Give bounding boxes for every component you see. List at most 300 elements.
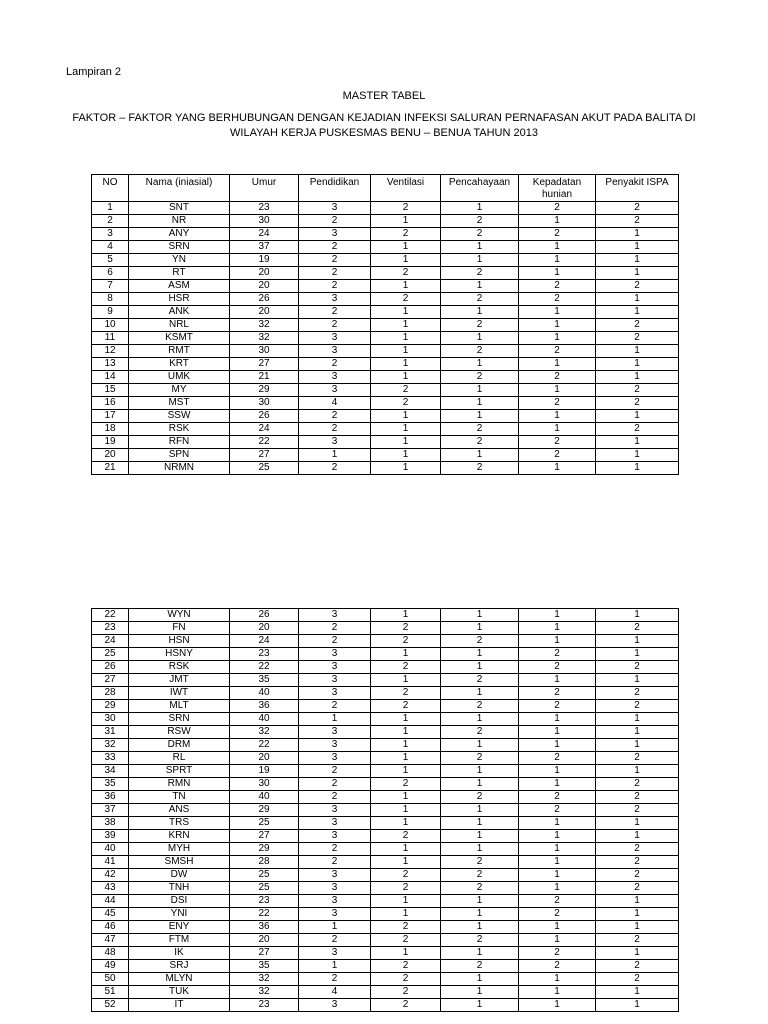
cell-nama: DW [129, 869, 230, 882]
cell-pendidikan: 3 [299, 947, 371, 960]
cell-umur: 30 [230, 778, 299, 791]
cell-pencahayaan: 2 [441, 267, 519, 280]
cell-ventilasi: 2 [371, 869, 441, 882]
cell-umur: 20 [230, 280, 299, 293]
cell-nama: RL [129, 752, 230, 765]
cell-penyakit-ispa: 2 [596, 622, 679, 635]
table-row [92, 306, 679, 319]
table-row [92, 817, 679, 830]
cell-penyakit-ispa: 2 [596, 280, 679, 293]
cell-nama: KSMT [129, 332, 230, 345]
cell-kepadatan-hunian: 1 [519, 332, 596, 345]
cell-penyakit-ispa: 2 [596, 700, 679, 713]
cell-kepadatan-hunian: 1 [519, 319, 596, 332]
table-row [92, 241, 679, 254]
cell-no: 13 [92, 358, 129, 371]
cell-no: 30 [92, 713, 129, 726]
cell-nama: YNI [129, 908, 230, 921]
cell-ventilasi: 2 [371, 882, 441, 895]
cell-ventilasi: 2 [371, 622, 441, 635]
cell-kepadatan-hunian: 2 [519, 687, 596, 700]
cell-no: 14 [92, 371, 129, 384]
cell-penyakit-ispa: 1 [596, 908, 679, 921]
cell-kepadatan-hunian: 2 [519, 648, 596, 661]
cell-penyakit-ispa: 1 [596, 713, 679, 726]
cell-nama: RT [129, 267, 230, 280]
appendix-label: Lampiran 2 [66, 66, 122, 78]
cell-umur: 35 [230, 674, 299, 687]
cell-kepadatan-hunian: 2 [519, 908, 596, 921]
table-row [92, 830, 679, 843]
cell-umur: 30 [230, 345, 299, 358]
cell-pencahayaan: 2 [441, 423, 519, 436]
cell-umur: 32 [230, 319, 299, 332]
cell-penyakit-ispa: 1 [596, 293, 679, 306]
cell-ventilasi: 1 [371, 739, 441, 752]
cell-umur: 29 [230, 843, 299, 856]
cell-ventilasi: 2 [371, 661, 441, 674]
cell-nama: UMK [129, 371, 230, 384]
cell-penyakit-ispa: 2 [596, 661, 679, 674]
cell-no: 39 [92, 830, 129, 843]
cell-ventilasi: 2 [371, 960, 441, 973]
cell-pencahayaan: 1 [441, 609, 519, 622]
table-row [92, 843, 679, 856]
cell-pendidikan: 2 [299, 410, 371, 423]
cell-ventilasi: 1 [371, 843, 441, 856]
cell-pencahayaan: 1 [441, 202, 519, 215]
cell-umur: 25 [230, 817, 299, 830]
cell-kepadatan-hunian: 1 [519, 817, 596, 830]
cell-umur: 35 [230, 960, 299, 973]
cell-kepadatan-hunian: 2 [519, 228, 596, 241]
cell-kepadatan-hunian: 2 [519, 397, 596, 410]
cell-pencahayaan: 2 [441, 700, 519, 713]
cell-no: 23 [92, 622, 129, 635]
cell-no: 38 [92, 817, 129, 830]
cell-ventilasi: 1 [371, 765, 441, 778]
cell-kepadatan-hunian: 1 [519, 674, 596, 687]
cell-ventilasi: 1 [371, 609, 441, 622]
cell-nama: SRN [129, 241, 230, 254]
table-row [92, 765, 679, 778]
cell-kepadatan-hunian: 2 [519, 280, 596, 293]
cell-umur: 24 [230, 228, 299, 241]
cell-ventilasi: 2 [371, 934, 441, 947]
cell-penyakit-ispa: 2 [596, 687, 679, 700]
cell-umur: 25 [230, 462, 299, 475]
cell-no: 21 [92, 462, 129, 475]
cell-kepadatan-hunian: 2 [519, 947, 596, 960]
cell-penyakit-ispa: 1 [596, 345, 679, 358]
cell-penyakit-ispa: 1 [596, 999, 679, 1012]
cell-pendidikan: 3 [299, 228, 371, 241]
cell-no: 2 [92, 215, 129, 228]
cell-kepadatan-hunian: 1 [519, 765, 596, 778]
cell-kepadatan-hunian: 1 [519, 869, 596, 882]
cell-ventilasi: 1 [371, 254, 441, 267]
cell-kepadatan-hunian: 2 [519, 449, 596, 462]
cell-pendidikan: 2 [299, 358, 371, 371]
cell-penyakit-ispa: 2 [596, 423, 679, 436]
cell-umur: 20 [230, 752, 299, 765]
cell-pencahayaan: 2 [441, 319, 519, 332]
cell-penyakit-ispa: 1 [596, 449, 679, 462]
cell-umur: 24 [230, 423, 299, 436]
cell-nama: SRN [129, 713, 230, 726]
cell-no: 45 [92, 908, 129, 921]
cell-kepadatan-hunian: 2 [519, 791, 596, 804]
table-row [92, 371, 679, 384]
cell-penyakit-ispa: 2 [596, 778, 679, 791]
cell-pencahayaan: 2 [441, 726, 519, 739]
table-row [92, 895, 679, 908]
column-header-no: NO [92, 175, 129, 202]
cell-penyakit-ispa: 1 [596, 921, 679, 934]
cell-pencahayaan: 2 [441, 960, 519, 973]
cell-pencahayaan: 2 [441, 293, 519, 306]
cell-umur: 22 [230, 436, 299, 449]
cell-kepadatan-hunian: 2 [519, 661, 596, 674]
table-row [92, 436, 679, 449]
cell-pencahayaan: 2 [441, 752, 519, 765]
table-row [92, 934, 679, 947]
cell-kepadatan-hunian: 2 [519, 293, 596, 306]
cell-nama: MY [129, 384, 230, 397]
cell-pendidikan: 3 [299, 999, 371, 1012]
cell-ventilasi: 2 [371, 999, 441, 1012]
cell-pencahayaan: 2 [441, 462, 519, 475]
cell-no: 12 [92, 345, 129, 358]
cell-penyakit-ispa: 2 [596, 843, 679, 856]
cell-pencahayaan: 1 [441, 713, 519, 726]
cell-no: 10 [92, 319, 129, 332]
cell-nama: DSI [129, 895, 230, 908]
cell-umur: 27 [230, 947, 299, 960]
master-table-heading: MASTER TABEL [342, 90, 426, 102]
cell-ventilasi: 2 [371, 830, 441, 843]
cell-pencahayaan: 1 [441, 332, 519, 345]
table-row [92, 674, 679, 687]
cell-penyakit-ispa: 1 [596, 254, 679, 267]
cell-pencahayaan: 1 [441, 778, 519, 791]
cell-nama: ANK [129, 306, 230, 319]
cell-umur: 24 [230, 635, 299, 648]
cell-no: 51 [92, 986, 129, 999]
cell-kepadatan-hunian: 1 [519, 986, 596, 999]
cell-nama: SSW [129, 410, 230, 423]
cell-pendidikan: 2 [299, 778, 371, 791]
cell-no: 33 [92, 752, 129, 765]
cell-pencahayaan: 2 [441, 228, 519, 241]
cell-penyakit-ispa: 2 [596, 856, 679, 869]
cell-ventilasi: 1 [371, 358, 441, 371]
cell-ventilasi: 2 [371, 202, 441, 215]
cell-kepadatan-hunian: 1 [519, 241, 596, 254]
table-row [92, 410, 679, 423]
cell-umur: 20 [230, 622, 299, 635]
cell-pendidikan: 2 [299, 700, 371, 713]
cell-penyakit-ispa: 2 [596, 882, 679, 895]
cell-penyakit-ispa: 2 [596, 973, 679, 986]
cell-no: 3 [92, 228, 129, 241]
column-header-ventilasi: Ventilasi [371, 175, 441, 202]
cell-pendidikan: 2 [299, 254, 371, 267]
cell-no: 17 [92, 410, 129, 423]
cell-kepadatan-hunian: 1 [519, 856, 596, 869]
cell-pendidikan: 3 [299, 804, 371, 817]
cell-pencahayaan: 2 [441, 674, 519, 687]
cell-kepadatan-hunian: 1 [519, 921, 596, 934]
cell-nama: FTM [129, 934, 230, 947]
cell-ventilasi: 1 [371, 345, 441, 358]
cell-penyakit-ispa: 1 [596, 817, 679, 830]
cell-pendidikan: 3 [299, 752, 371, 765]
cell-umur: 19 [230, 765, 299, 778]
cell-pendidikan: 3 [299, 830, 371, 843]
cell-pendidikan: 3 [299, 345, 371, 358]
cell-pencahayaan: 1 [441, 739, 519, 752]
cell-umur: 22 [230, 661, 299, 674]
table-header [92, 175, 679, 202]
cell-no: 7 [92, 280, 129, 293]
cell-penyakit-ispa: 1 [596, 358, 679, 371]
cell-kepadatan-hunian: 1 [519, 843, 596, 856]
cell-penyakit-ispa: 1 [596, 436, 679, 449]
cell-ventilasi: 1 [371, 423, 441, 436]
cell-penyakit-ispa: 2 [596, 752, 679, 765]
cell-pencahayaan: 1 [441, 241, 519, 254]
cell-pencahayaan: 1 [441, 843, 519, 856]
cell-pencahayaan: 1 [441, 921, 519, 934]
cell-no: 43 [92, 882, 129, 895]
cell-penyakit-ispa: 1 [596, 371, 679, 384]
cell-no: 9 [92, 306, 129, 319]
table-row [92, 726, 679, 739]
cell-pencahayaan: 1 [441, 661, 519, 674]
cell-umur: 28 [230, 856, 299, 869]
cell-pencahayaan: 1 [441, 817, 519, 830]
cell-kepadatan-hunian: 1 [519, 622, 596, 635]
cell-penyakit-ispa: 1 [596, 228, 679, 241]
cell-pendidikan: 2 [299, 635, 371, 648]
cell-penyakit-ispa: 1 [596, 410, 679, 423]
cell-kepadatan-hunian: 1 [519, 423, 596, 436]
title-line-2: WILAYAH KERJA PUSKESMAS BENU – BENUA TAHUN 2013 [230, 127, 538, 139]
cell-nama: KRT [129, 358, 230, 371]
cell-pendidikan: 1 [299, 960, 371, 973]
cell-ventilasi: 1 [371, 449, 441, 462]
cell-nama: IK [129, 947, 230, 960]
cell-no: 37 [92, 804, 129, 817]
cell-penyakit-ispa: 2 [596, 397, 679, 410]
cell-no: 52 [92, 999, 129, 1012]
cell-pendidikan: 2 [299, 215, 371, 228]
cell-nama: RMT [129, 345, 230, 358]
cell-no: 8 [92, 293, 129, 306]
cell-pendidikan: 3 [299, 609, 371, 622]
table-row [92, 739, 679, 752]
cell-kepadatan-hunian: 1 [519, 934, 596, 947]
table-row [92, 228, 679, 241]
table-row [92, 700, 679, 713]
cell-pencahayaan: 1 [441, 384, 519, 397]
cell-no: 4 [92, 241, 129, 254]
table-row [92, 986, 679, 999]
cell-nama: NRMN [129, 462, 230, 475]
cell-pendidikan: 1 [299, 449, 371, 462]
cell-pencahayaan: 2 [441, 371, 519, 384]
cell-ventilasi: 1 [371, 856, 441, 869]
cell-penyakit-ispa: 1 [596, 462, 679, 475]
cell-no: 22 [92, 609, 129, 622]
table-row [92, 635, 679, 648]
cell-pendidikan: 4 [299, 397, 371, 410]
cell-kepadatan-hunian: 2 [519, 804, 596, 817]
cell-ventilasi: 2 [371, 778, 441, 791]
cell-no: 31 [92, 726, 129, 739]
table-row [92, 293, 679, 306]
cell-nama: DRM [129, 739, 230, 752]
cell-nama: SPN [129, 449, 230, 462]
cell-penyakit-ispa: 1 [596, 674, 679, 687]
cell-umur: 25 [230, 869, 299, 882]
cell-pendidikan: 3 [299, 371, 371, 384]
cell-umur: 32 [230, 726, 299, 739]
cell-penyakit-ispa: 2 [596, 934, 679, 947]
cell-ventilasi: 1 [371, 436, 441, 449]
cell-nama: MYH [129, 843, 230, 856]
cell-nama: HSR [129, 293, 230, 306]
cell-umur: 36 [230, 921, 299, 934]
table-row [92, 397, 679, 410]
cell-penyakit-ispa: 1 [596, 739, 679, 752]
cell-pendidikan: 3 [299, 817, 371, 830]
cell-no: 24 [92, 635, 129, 648]
cell-umur: 26 [230, 293, 299, 306]
cell-umur: 26 [230, 609, 299, 622]
table-row [92, 358, 679, 371]
cell-pencahayaan: 2 [441, 791, 519, 804]
cell-no: 27 [92, 674, 129, 687]
cell-ventilasi: 1 [371, 895, 441, 908]
cell-pendidikan: 2 [299, 622, 371, 635]
table-row [92, 999, 679, 1012]
cell-umur: 30 [230, 397, 299, 410]
cell-penyakit-ispa: 2 [596, 804, 679, 817]
cell-ventilasi: 2 [371, 228, 441, 241]
cell-umur: 32 [230, 332, 299, 345]
cell-ventilasi: 1 [371, 791, 441, 804]
cell-ventilasi: 2 [371, 267, 441, 280]
cell-penyakit-ispa: 1 [596, 986, 679, 999]
cell-no: 11 [92, 332, 129, 345]
cell-pencahayaan: 1 [441, 999, 519, 1012]
cell-penyakit-ispa: 1 [596, 648, 679, 661]
cell-umur: 40 [230, 687, 299, 700]
cell-umur: 20 [230, 306, 299, 319]
cell-nama: FN [129, 622, 230, 635]
cell-nama: SPRT [129, 765, 230, 778]
cell-pendidikan: 3 [299, 436, 371, 449]
cell-pendidikan: 3 [299, 661, 371, 674]
cell-nama: ANY [129, 228, 230, 241]
cell-ventilasi: 1 [371, 947, 441, 960]
cell-kepadatan-hunian: 1 [519, 609, 596, 622]
cell-no: 49 [92, 960, 129, 973]
cell-pencahayaan: 1 [441, 358, 519, 371]
cell-kepadatan-hunian: 1 [519, 830, 596, 843]
cell-ventilasi: 1 [371, 648, 441, 661]
cell-penyakit-ispa: 1 [596, 830, 679, 843]
cell-kepadatan-hunian: 1 [519, 999, 596, 1012]
cell-pendidikan: 1 [299, 921, 371, 934]
cell-penyakit-ispa: 1 [596, 947, 679, 960]
cell-ventilasi: 2 [371, 293, 441, 306]
cell-nama: IWT [129, 687, 230, 700]
cell-pencahayaan: 1 [441, 765, 519, 778]
cell-kepadatan-hunian: 1 [519, 713, 596, 726]
cell-nama: TN [129, 791, 230, 804]
cell-pencahayaan: 1 [441, 648, 519, 661]
cell-no: 36 [92, 791, 129, 804]
cell-nama: TUK [129, 986, 230, 999]
cell-nama: MLT [129, 700, 230, 713]
table-body-part-2 [92, 609, 679, 1012]
cell-kepadatan-hunian: 1 [519, 739, 596, 752]
table-row [92, 384, 679, 397]
cell-pendidikan: 2 [299, 319, 371, 332]
cell-kepadatan-hunian: 1 [519, 726, 596, 739]
cell-pencahayaan: 1 [441, 622, 519, 635]
cell-no: 20 [92, 449, 129, 462]
column-header-pendidikan: Pendidikan [299, 175, 371, 202]
cell-penyakit-ispa: 1 [596, 635, 679, 648]
cell-no: 42 [92, 869, 129, 882]
cell-nama: RMN [129, 778, 230, 791]
table-row [92, 449, 679, 462]
document-title [60, 111, 708, 141]
cell-pendidikan: 3 [299, 293, 371, 306]
cell-ventilasi: 2 [371, 921, 441, 934]
cell-penyakit-ispa: 1 [596, 241, 679, 254]
cell-nama: JMT [129, 674, 230, 687]
cell-kepadatan-hunian: 2 [519, 345, 596, 358]
cell-no: 28 [92, 687, 129, 700]
cell-ventilasi: 1 [371, 306, 441, 319]
cell-umur: 27 [230, 358, 299, 371]
cell-kepadatan-hunian: 2 [519, 752, 596, 765]
cell-ventilasi: 1 [371, 410, 441, 423]
cell-pencahayaan: 1 [441, 986, 519, 999]
cell-penyakit-ispa: 1 [596, 895, 679, 908]
cell-nama: RSK [129, 423, 230, 436]
table-row [92, 622, 679, 635]
cell-pendidikan: 2 [299, 973, 371, 986]
cell-umur: 23 [230, 895, 299, 908]
cell-umur: 23 [230, 202, 299, 215]
cell-penyakit-ispa: 1 [596, 726, 679, 739]
column-header-umur: Umur [230, 175, 299, 202]
cell-penyakit-ispa: 2 [596, 202, 679, 215]
cell-pendidikan: 2 [299, 280, 371, 293]
table-row [92, 752, 679, 765]
cell-umur: 40 [230, 791, 299, 804]
table-row [92, 648, 679, 661]
table-row [92, 791, 679, 804]
cell-ventilasi: 1 [371, 908, 441, 921]
cell-penyakit-ispa: 1 [596, 609, 679, 622]
